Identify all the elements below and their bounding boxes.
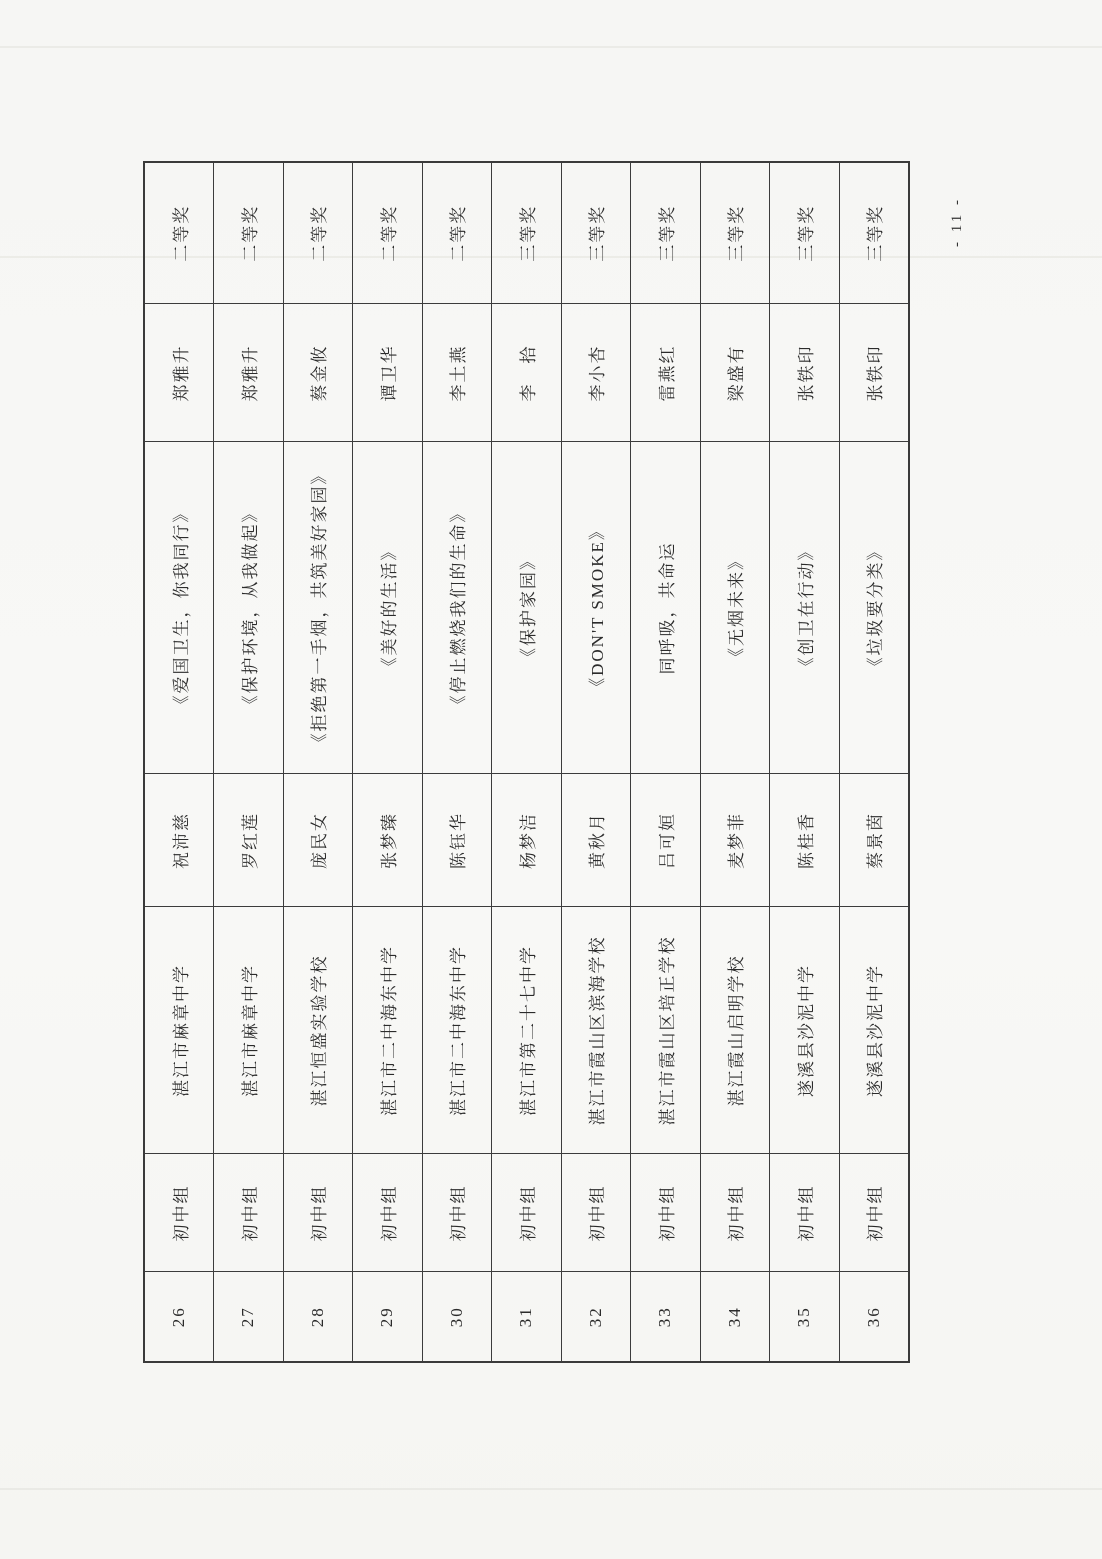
cell-no: 31 bbox=[492, 1272, 562, 1362]
cell-teacher: 谭卫华 bbox=[353, 304, 423, 442]
cell-author: 麦梦菲 bbox=[700, 774, 770, 907]
cell-group: 初中组 bbox=[422, 1154, 492, 1272]
cell-award: 三等奖 bbox=[839, 162, 909, 304]
cell-no: 27 bbox=[214, 1272, 284, 1362]
cell-group: 初中组 bbox=[144, 1154, 214, 1272]
cell-school: 湛江市第二十七中学 bbox=[492, 907, 562, 1154]
cell-no: 32 bbox=[561, 1272, 631, 1362]
awards-table-rotated-region bbox=[143, 163, 908, 1363]
cell-group: 初中组 bbox=[214, 1154, 284, 1272]
table-row bbox=[561, 162, 631, 1362]
cell-school: 湛江霞山启明学校 bbox=[700, 907, 770, 1154]
cell-title: 《垃圾要分类》 bbox=[839, 442, 909, 774]
cell-school: 遂溪县沙泥中学 bbox=[770, 907, 840, 1154]
cell-group: 初中组 bbox=[839, 1154, 909, 1272]
cell-author: 蔡景茵 bbox=[839, 774, 909, 907]
cell-no: 30 bbox=[422, 1272, 492, 1362]
cell-title: 《保护环境，从我做起》 bbox=[214, 442, 284, 774]
cell-school: 湛江市霞山区培正学校 bbox=[631, 907, 701, 1154]
cell-group: 初中组 bbox=[700, 1154, 770, 1272]
cell-title: 《美好的生活》 bbox=[353, 442, 423, 774]
awards-table bbox=[143, 161, 910, 1363]
cell-group: 初中组 bbox=[353, 1154, 423, 1272]
cell-award: 二等奖 bbox=[283, 162, 353, 304]
cell-title: 《爱国卫生，你我同行》 bbox=[144, 442, 214, 774]
cell-group: 初中组 bbox=[492, 1154, 562, 1272]
cell-title: 《拒绝第一手烟，共筑美好家园》 bbox=[283, 442, 353, 774]
table-row bbox=[283, 162, 353, 1362]
cell-title: 《停止燃烧我们的生命》 bbox=[422, 442, 492, 774]
cell-no: 28 bbox=[283, 1272, 353, 1362]
cell-award: 二等奖 bbox=[353, 162, 423, 304]
cell-award: 三等奖 bbox=[561, 162, 631, 304]
cell-title: 《保护家园》 bbox=[492, 442, 562, 774]
scan-artifact-line bbox=[0, 46, 1102, 48]
cell-author: 杨梦洁 bbox=[492, 774, 562, 907]
cell-award: 三等奖 bbox=[631, 162, 701, 304]
cell-teacher: 郑雅升 bbox=[144, 304, 214, 442]
cell-school: 湛江市麻章中学 bbox=[144, 907, 214, 1154]
cell-school: 湛江市霞山区滨海学校 bbox=[561, 907, 631, 1154]
table-row bbox=[492, 162, 562, 1362]
table-row bbox=[353, 162, 423, 1362]
cell-author: 张梦臻 bbox=[353, 774, 423, 907]
cell-teacher: 梁盛有 bbox=[700, 304, 770, 442]
cell-title: 《DON'T SMOKE》 bbox=[561, 442, 631, 774]
cell-teacher: 蔡金攸 bbox=[283, 304, 353, 442]
awards-table-body bbox=[144, 162, 909, 1362]
cell-school: 湛江恒盛实验学校 bbox=[283, 907, 353, 1154]
cell-teacher: 雷燕红 bbox=[631, 304, 701, 442]
cell-teacher: 张铁印 bbox=[839, 304, 909, 442]
cell-school: 湛江市麻章中学 bbox=[214, 907, 284, 1154]
cell-award: 三等奖 bbox=[770, 162, 840, 304]
table-row bbox=[770, 162, 840, 1362]
cell-title: 同呼吸，共命运 bbox=[631, 442, 701, 774]
cell-author: 罗红莲 bbox=[214, 774, 284, 907]
cell-no: 34 bbox=[700, 1272, 770, 1362]
cell-award: 二等奖 bbox=[144, 162, 214, 304]
cell-award: 二等奖 bbox=[214, 162, 284, 304]
cell-group: 初中组 bbox=[561, 1154, 631, 1272]
cell-school: 湛江市二中海东中学 bbox=[422, 907, 492, 1154]
cell-teacher: 李 拾 bbox=[492, 304, 562, 442]
page-number: - 11 - bbox=[949, 197, 965, 247]
table-row bbox=[144, 162, 214, 1362]
cell-teacher: 张铁印 bbox=[770, 304, 840, 442]
cell-author: 祝沛慈 bbox=[144, 774, 214, 907]
cell-no: 33 bbox=[631, 1272, 701, 1362]
cell-author: 庞民女 bbox=[283, 774, 353, 907]
cell-school: 遂溪县沙泥中学 bbox=[839, 907, 909, 1154]
awards-table-logical bbox=[143, 163, 908, 1363]
table-row bbox=[839, 162, 909, 1362]
cell-no: 36 bbox=[839, 1272, 909, 1362]
cell-no: 29 bbox=[353, 1272, 423, 1362]
cell-teacher: 李土燕 bbox=[422, 304, 492, 442]
cell-teacher: 郑雅升 bbox=[214, 304, 284, 442]
cell-author: 陈桂香 bbox=[770, 774, 840, 907]
cell-title: 《无烟未来》 bbox=[700, 442, 770, 774]
cell-award: 三等奖 bbox=[492, 162, 562, 304]
cell-award: 二等奖 bbox=[422, 162, 492, 304]
table-row bbox=[631, 162, 701, 1362]
cell-award: 三等奖 bbox=[700, 162, 770, 304]
cell-author: 吕可姮 bbox=[631, 774, 701, 907]
cell-author: 黄秋月 bbox=[561, 774, 631, 907]
table-row bbox=[214, 162, 284, 1362]
cell-school: 湛江市二中海东中学 bbox=[353, 907, 423, 1154]
cell-no: 26 bbox=[144, 1272, 214, 1362]
cell-title: 《创卫在行动》 bbox=[770, 442, 840, 774]
cell-group: 初中组 bbox=[283, 1154, 353, 1272]
table-row bbox=[422, 162, 492, 1362]
scan-artifact-line bbox=[0, 1488, 1102, 1490]
table-row bbox=[700, 162, 770, 1362]
cell-author: 陈钰华 bbox=[422, 774, 492, 907]
cell-group: 初中组 bbox=[770, 1154, 840, 1272]
cell-group: 初中组 bbox=[631, 1154, 701, 1272]
cell-teacher: 李小杏 bbox=[561, 304, 631, 442]
cell-no: 35 bbox=[770, 1272, 840, 1362]
